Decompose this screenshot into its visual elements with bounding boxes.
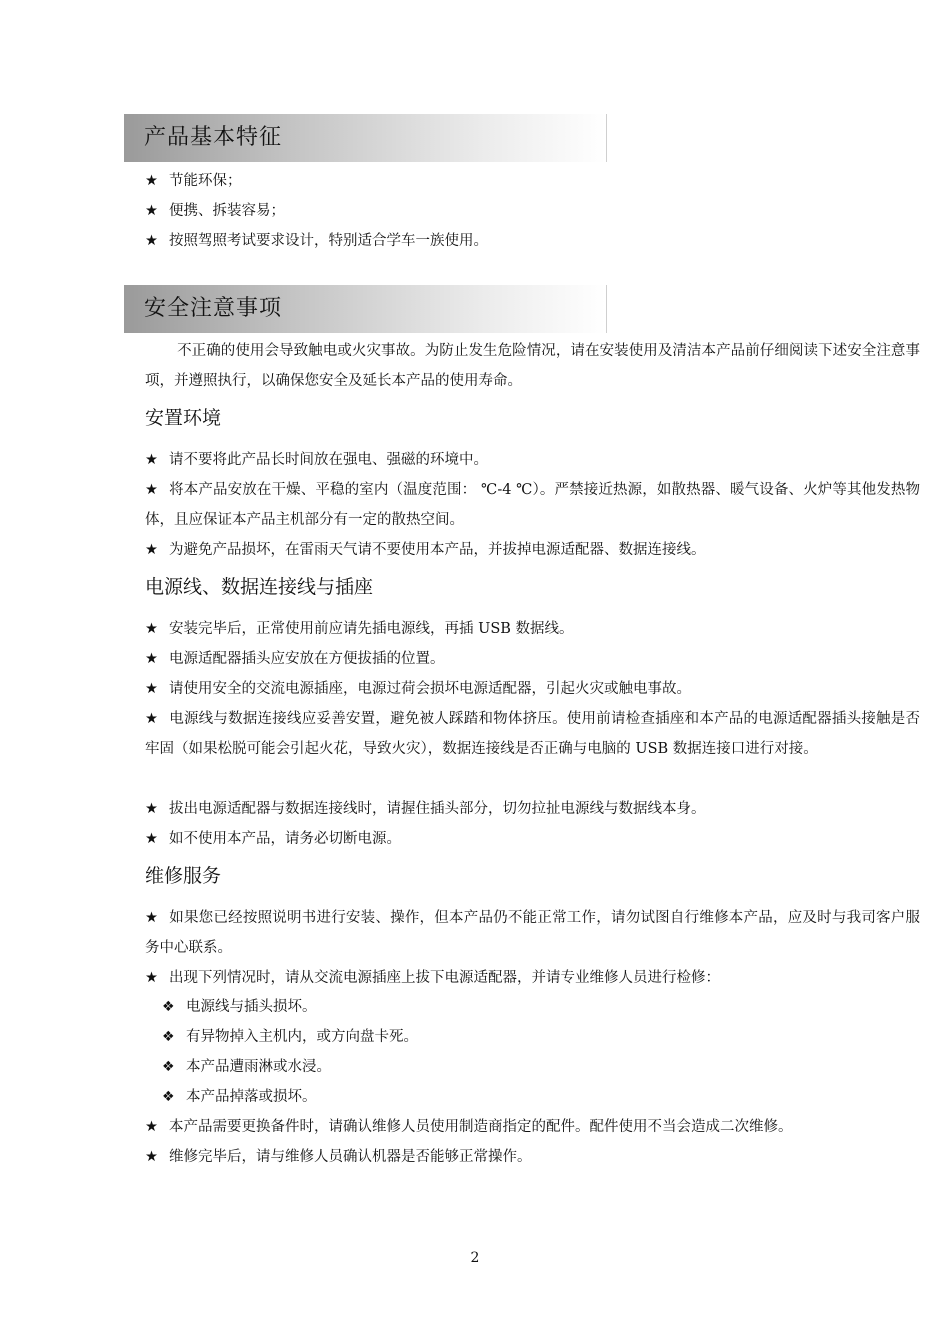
sub-list-item: ❖ 本产品掉落或损坏。 bbox=[162, 1082, 317, 1112]
star-icon: ★ bbox=[145, 831, 158, 847]
section-header-features bbox=[124, 114, 607, 162]
list-item: ★ 本产品需要更换备件时，请确认维修人员使用制造商指定的配件。配件使用不当会造成二次维修。 bbox=[145, 1112, 920, 1142]
star-icon: ★ bbox=[145, 542, 158, 558]
list-item: ★ 为避免产品损坏，在雷雨天气请不要使用本产品，并拔掉电源适配器、数据连接线。 bbox=[145, 535, 920, 565]
list-item: ★ 节能环保； bbox=[145, 166, 920, 196]
star-icon: ★ bbox=[145, 203, 158, 219]
section-title: 产品基本特征 bbox=[144, 125, 283, 150]
sub-list-item: ❖ 有异物掉入主机内，或方向盘卡死。 bbox=[162, 1022, 418, 1052]
star-icon: ★ bbox=[145, 910, 158, 926]
list-item: ★ 出现下列情况时，请从交流电源插座上拔下电源适配器，并请专业维修人员进行检修： bbox=[145, 963, 920, 993]
sub-list-item: ❖ 电源线与插头损坏。 bbox=[162, 992, 317, 1022]
subheading-environment: 安置环境 bbox=[145, 407, 222, 429]
star-icon: ★ bbox=[145, 970, 158, 986]
section-title: 安全注意事项 bbox=[144, 296, 283, 321]
star-icon: ★ bbox=[145, 1119, 158, 1135]
star-icon: ★ bbox=[145, 1149, 158, 1165]
list-item: ★ 维修完毕后，请与维修人员确认机器是否能够正常操作。 bbox=[145, 1142, 920, 1172]
page-number: 2 bbox=[470, 1250, 480, 1266]
star-icon: ★ bbox=[145, 681, 158, 697]
sub-list-item: ❖ 本产品遭雨淋或水浸。 bbox=[162, 1052, 331, 1082]
list-item: ★ 拔出电源适配器与数据连接线时，请握住插头部分，切勿拉扯电源线与数据线本身。 bbox=[145, 794, 920, 824]
star-icon: ★ bbox=[145, 651, 158, 667]
diamond-bullet-icon: ❖ bbox=[162, 1059, 175, 1075]
subheading-power: 电源线、数据连接线与插座 bbox=[145, 576, 374, 598]
list-item: ★ 按照驾照考试要求设计，特别适合学车一族使用。 bbox=[145, 226, 920, 256]
diamond-bullet-icon: ❖ bbox=[162, 1029, 175, 1045]
list-item: ★ 电源线与数据连接线应妥善安置，避免被人踩踏和物体挤压。使用前请检查插座和本产品的电源适配器插头接触是否牢固（如果松脱可能会引起火花，导致火灾），数据连接线是否正确与电脑的 USB 数据连接口进行对接。 bbox=[145, 704, 920, 764]
diamond-bullet-icon: ❖ bbox=[162, 999, 175, 1015]
star-icon: ★ bbox=[145, 482, 158, 498]
star-icon: ★ bbox=[145, 173, 158, 189]
list-item: ★ 如果您已经按照说明书进行安装、操作，但本产品仍不能正常工作，请勿试图自行维修本产品，应及时与我司客户服务中心联系。 bbox=[145, 903, 920, 963]
list-item: ★ 安装完毕后，正常使用前应请先插电源线，再插 USB 数据线。 bbox=[145, 614, 920, 644]
list-item: ★ 电源适配器插头应安放在方便拔插的位置。 bbox=[145, 644, 920, 674]
star-icon: ★ bbox=[145, 711, 158, 727]
subheading-service: 维修服务 bbox=[145, 865, 222, 887]
diamond-bullet-icon: ❖ bbox=[162, 1089, 175, 1105]
star-icon: ★ bbox=[145, 621, 158, 637]
list-item: ★ 请使用安全的交流电源插座，电源过荷会损坏电源适配器，引起火灾或触电事故。 bbox=[145, 674, 920, 704]
star-icon: ★ bbox=[145, 233, 158, 249]
list-item: ★ 请不要将此产品长时间放在强电、强磁的环境中。 bbox=[145, 445, 920, 475]
intro-paragraph: 不正确的使用会导致触电或火灾事故。为防止发生危险情况，请在安装使用及清洁本产品前仔细阅读下述安全注意事项，并遵照执行，以确保您安全及延长本产品的使用寿命。 bbox=[145, 343, 920, 389]
list-item: ★ 将本产品安放在干燥、平稳的室内（温度范围： ℃-4 ℃）。严禁接近热源，如散热器、暖气设备、火炉等其他发热物体，且应保证本产品主机部分有一定的散热空间。 bbox=[145, 475, 920, 535]
list-item: ★ 如不使用本产品，请务必切断电源。 bbox=[145, 824, 920, 854]
star-icon: ★ bbox=[145, 801, 158, 817]
list-item: ★ 便携、拆装容易； bbox=[145, 196, 920, 226]
section-header-safety bbox=[124, 285, 607, 333]
star-icon: ★ bbox=[145, 452, 158, 468]
